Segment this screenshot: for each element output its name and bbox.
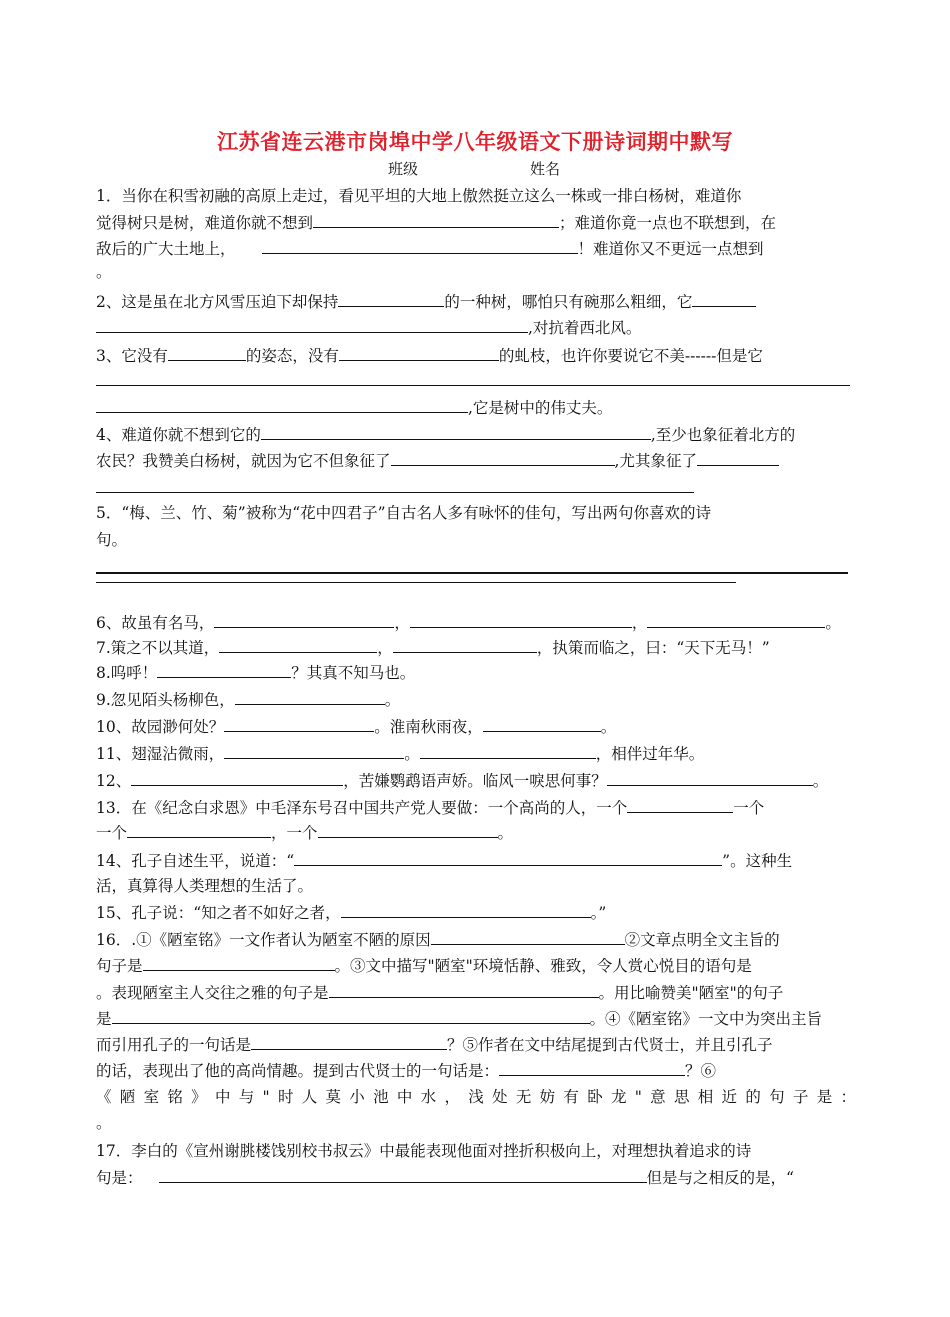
q16-text: 。表现陋室主人交往之雅的句子是	[96, 984, 329, 1002]
answer-blank[interactable]	[483, 716, 601, 732]
q16-text: 的话，表现出了他的高尚情趣。提到古代贤士的一句话是：	[96, 1062, 500, 1080]
q1-text: ；难道你竟一点也不联想到，在	[559, 214, 777, 232]
q14-line-2: 活，真算得人类理想的生活了。	[96, 877, 314, 895]
q8-text: ？其真不知马也。	[291, 664, 416, 682]
q1-text: 觉得树只是树，难道你就不想到	[96, 214, 314, 232]
answer-blank[interactable]	[261, 424, 651, 440]
q16-line-8: 。	[96, 1114, 112, 1132]
name-label: 姓名	[530, 160, 561, 178]
q15-line	[96, 902, 856, 923]
answer-blank[interactable]	[294, 850, 722, 866]
q16-line-1	[96, 929, 856, 950]
answer-blank[interactable]	[607, 770, 813, 786]
q7-text: 7.策之不以其道，	[96, 639, 220, 657]
answer-blank[interactable]	[318, 822, 498, 838]
class-label: 班级	[388, 160, 419, 178]
q1-text: ！难道你又不更远一点想到	[577, 240, 764, 258]
q10-text: 。淮南秋雨夜，	[374, 718, 483, 736]
q16-line-6	[96, 1060, 856, 1081]
q3-text: 的姿态，没有	[245, 347, 339, 365]
answer-blank[interactable]	[647, 612, 825, 628]
answer-blank[interactable]	[339, 345, 499, 361]
answer-blank[interactable]	[410, 612, 632, 628]
q7-text: ，	[377, 639, 393, 657]
q12-text: ，苦嫌鹦鹉语声娇。临风一唳思何事？	[343, 772, 607, 790]
q3-text: 的虬枝，也许你要说它不美------但是它	[498, 347, 763, 365]
q2-text: 2、这是虽在北方风雪压迫下却保持	[96, 293, 339, 311]
answer-blank[interactable]	[96, 317, 528, 333]
answer-blank[interactable]	[235, 689, 385, 705]
answer-line[interactable]	[96, 582, 736, 583]
q8-line	[96, 662, 856, 683]
answer-blank[interactable]	[262, 238, 578, 254]
q4-text: ,至少也象征着北方的	[650, 426, 796, 444]
answer-blank[interactable]	[313, 212, 559, 228]
q4-text: ,尤其象征了	[614, 452, 697, 470]
q10-text: 10、故园渺何处？	[96, 718, 225, 736]
q14-line-1	[96, 850, 856, 871]
answer-blank[interactable]	[143, 955, 335, 971]
q15-text: 15、孔子说：“知之者不如好之者，	[96, 904, 341, 922]
answer-blank[interactable]	[96, 397, 468, 413]
answer-blank[interactable]	[393, 637, 537, 653]
q16-text: 。④《陋室铭》一文中为突出主旨	[589, 1010, 823, 1028]
q10-text: 。	[600, 718, 617, 736]
answer-blank[interactable]	[341, 902, 591, 918]
q16-text: 是	[96, 1010, 112, 1028]
q7-line	[96, 637, 856, 658]
q16-text: 句子是	[96, 957, 143, 975]
q1-text: 敌后的广大土地上，	[96, 240, 236, 258]
q16-text: ？⑤作者在文中结尾提到古代贤士，并且引孔子	[447, 1036, 773, 1054]
q3-line-3	[96, 397, 856, 418]
q11-text: ，相伴过年华。	[595, 745, 705, 763]
q3-text: 3、它没有	[96, 347, 168, 365]
q16-line-3	[96, 982, 856, 1003]
q5-line-2: 句。	[96, 531, 128, 549]
q2-text: ,对抗着西北风。	[528, 319, 642, 337]
q11-text: 11、翅湿沾微雨，	[96, 745, 225, 763]
q16-text: 16．.①《陋室铭》一文作者认为陋室不陋的原因	[96, 931, 431, 949]
answer-blank[interactable]	[431, 929, 625, 945]
q17-line-2	[96, 1167, 856, 1188]
answer-blank[interactable]	[499, 1060, 685, 1076]
answer-blank[interactable]	[692, 291, 756, 307]
answer-line[interactable]	[96, 492, 694, 493]
answer-blank[interactable]	[214, 612, 394, 628]
q13-text: 一个	[96, 824, 128, 842]
answer-blank[interactable]	[224, 716, 374, 732]
answer-blank[interactable]	[127, 822, 271, 838]
q6-line	[96, 612, 856, 633]
q12-text: 12、	[96, 772, 132, 790]
page-title: 江苏省连云港市岗埠中学八年级语文下册诗词期中默写	[217, 130, 733, 154]
q8-text: 8.呜呼！	[96, 664, 158, 682]
q14-text: ”。这种生	[722, 852, 793, 870]
q13-line-2	[96, 822, 856, 843]
q16-line-4	[96, 1008, 856, 1029]
q16-line-2	[96, 955, 856, 976]
answer-blank[interactable]	[338, 291, 444, 307]
q4-line-2	[96, 450, 856, 471]
q4-line-1	[96, 424, 856, 445]
answer-blank[interactable]	[131, 770, 343, 786]
q16-text: ②文章点明全文主旨的	[624, 931, 780, 949]
q1-line-1: 1．当你在积雪初融的高原上走过，看见平坦的大地上傲然挺立这么一株或一排白杨树，难道你	[96, 187, 742, 205]
q15-text: 。”	[590, 904, 607, 922]
q17-text: 句是：	[96, 1169, 143, 1187]
q4-text: 农民？我赞美白杨树，就因为它不但象征了	[96, 452, 391, 470]
q11-text: 。	[404, 745, 420, 763]
answer-blank[interactable]	[420, 743, 596, 759]
q16-text: 而引用孔子的一句话是	[96, 1036, 252, 1054]
answer-blank[interactable]	[168, 345, 246, 361]
q12-line	[96, 770, 856, 791]
q6-text: 6、故虽有名马，	[96, 614, 215, 632]
answer-line[interactable]	[96, 572, 848, 574]
q14-text: 14、孔子自述生平，说道：“	[96, 852, 295, 870]
q11-line	[96, 743, 856, 764]
q9-line	[96, 689, 856, 710]
q3-text: ,它是树中的伟丈夫。	[468, 399, 613, 417]
q7-text: ，执策而临之，曰：“天下无马！”	[536, 639, 770, 657]
q2-text: 的一种树，哪怕只有碗那么粗细，它	[444, 293, 693, 311]
q6-text: ，	[631, 614, 648, 632]
q13-text: 一个	[733, 799, 765, 817]
q17-text: 但是与之相反的是，“	[646, 1169, 794, 1187]
q13-text: 。	[497, 824, 514, 842]
q13-line-1	[96, 797, 856, 818]
q2-line-1	[96, 291, 856, 312]
q5-line-1: 5．“梅、兰、竹、菊”被称为“花中四君子”自古名人多有咏怀的佳句，写出两句你喜欢的诗	[96, 504, 712, 522]
q1-line-3	[96, 238, 856, 259]
q16-text: 。用比喻赞美"陋室"的句子	[598, 984, 784, 1002]
q13-text: 13．在《纪念白求恩》中毛泽东号召中国共产党人要做：一个高尚的人，一个	[96, 799, 628, 817]
answer-blank[interactable]	[329, 982, 599, 998]
answer-blank[interactable]	[219, 637, 377, 653]
answer-blank[interactable]	[251, 1034, 447, 1050]
q16-text: ？⑥	[685, 1062, 717, 1080]
answer-blank[interactable]	[112, 1008, 590, 1024]
q10-line	[96, 716, 856, 737]
q3-line-1	[96, 345, 856, 366]
q13-text: ，一个	[271, 824, 318, 842]
q1-line-4: 。	[96, 263, 112, 281]
answer-blank[interactable]	[697, 450, 779, 466]
answer-blank[interactable]	[391, 450, 615, 466]
q16-line-7: 《陋室铭》中与"时人莫小池中水，浅处无妨有卧龙"意思相近的句子是：	[96, 1088, 856, 1106]
answer-line[interactable]	[96, 385, 850, 386]
q6-text: ，	[394, 614, 410, 632]
q16-line-5	[96, 1034, 856, 1055]
answer-blank[interactable]	[627, 797, 733, 813]
answer-blank[interactable]	[157, 662, 291, 678]
q2-line-2	[96, 317, 856, 338]
q12-text: 。	[812, 772, 829, 790]
q4-text: 4、难道你就不想到它的	[96, 426, 261, 444]
answer-blank[interactable]	[159, 1167, 647, 1183]
answer-blank[interactable]	[224, 743, 404, 759]
q6-text: 。	[825, 614, 841, 632]
q16-text: 。③文中描写"陋室"环境恬静、雅致，令人赏心悦目的语句是	[334, 957, 752, 975]
q9-text: 9.忽见陌头杨柳色，	[96, 691, 235, 709]
q17-line-1: 17．李白的《宣州谢朓楼饯别校书叔云》中最能表现他面对挫折积极向上，对理想执着追求的诗	[96, 1142, 752, 1160]
q1-line-2	[96, 212, 856, 233]
q9-text: 。	[384, 691, 401, 709]
